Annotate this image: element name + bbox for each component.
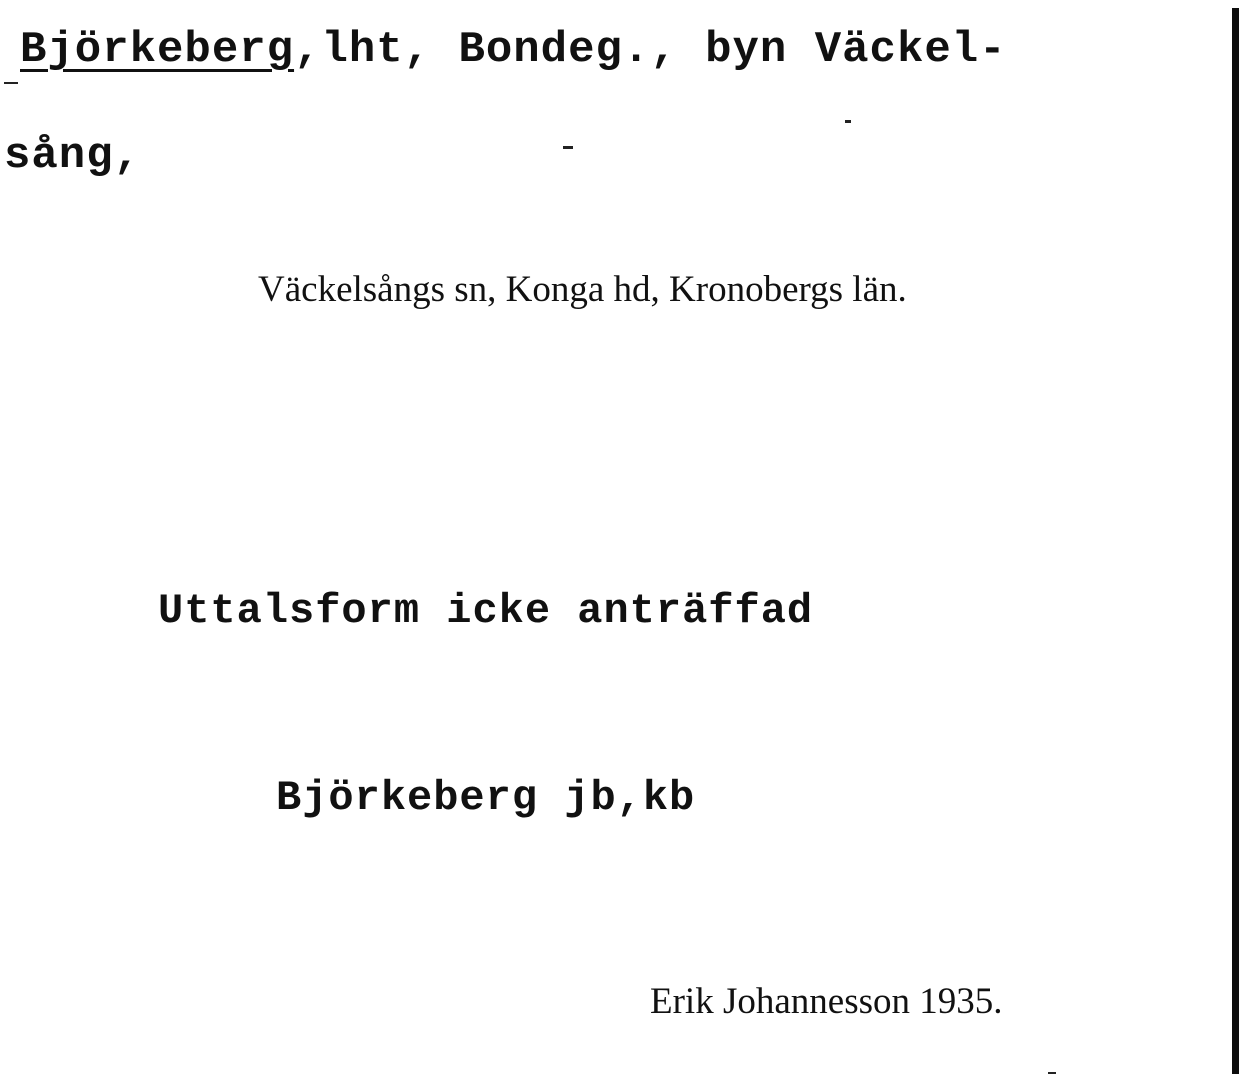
- source-note: Björkeberg jb,kb: [276, 774, 696, 822]
- card-right-edge: [1232, 8, 1239, 1074]
- author-signature: Erik Johannesson 1935.: [650, 981, 1003, 1022]
- heading-continuation: sång,: [4, 131, 142, 181]
- scan-speck: [845, 120, 851, 123]
- scan-speck: [563, 146, 573, 149]
- heading-details: ,lht, Bondeg., byn Väckel-: [294, 25, 1007, 75]
- parish-location: Väckelsångs sn, Konga hd, Kronobergs län.: [258, 269, 907, 310]
- scan-speck: [4, 82, 18, 84]
- card-heading: [20, 22, 1007, 78]
- pronunciation-note: Uttalsform icke anträffad: [158, 587, 814, 635]
- headword: Björkeberg: [20, 25, 295, 75]
